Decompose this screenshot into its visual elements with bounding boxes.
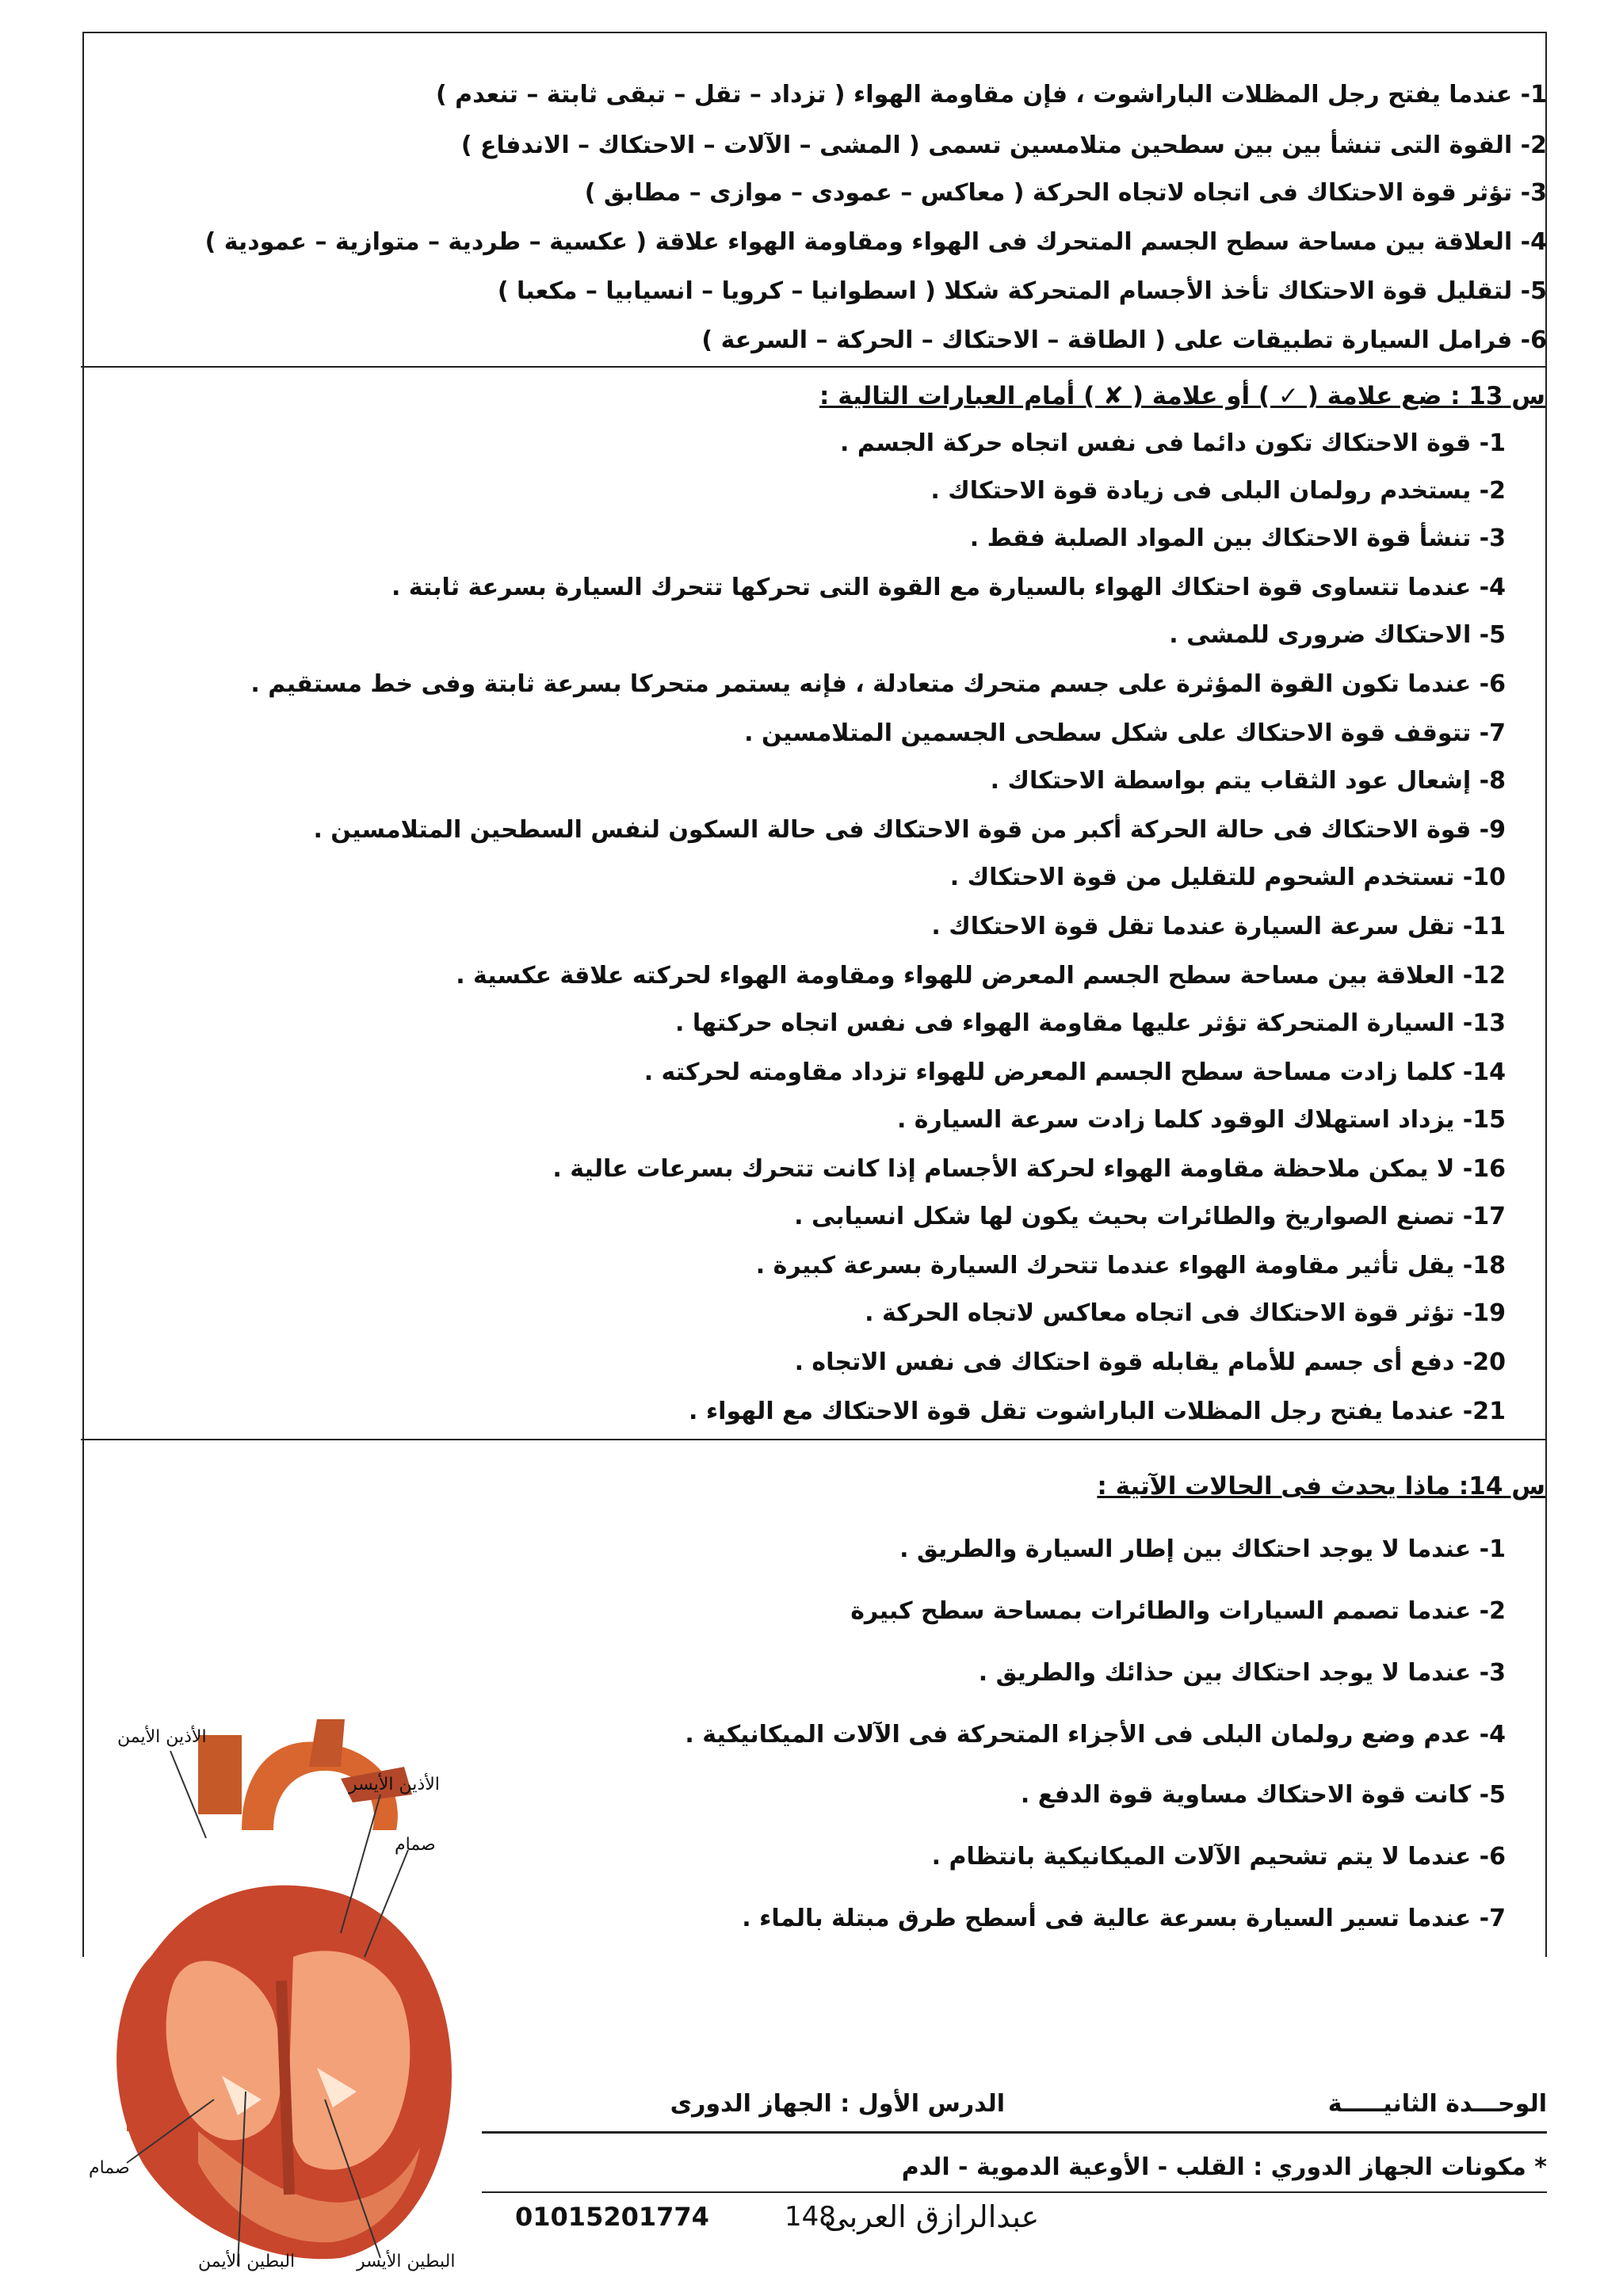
footer-divider [482,2131,1547,2134]
label-valve-left: صمام [89,2158,130,2178]
label-right-atrium: الأذين الأيمن [117,1727,207,1747]
q13-title: س 13 : ضع علامة ( ✓ ) أو علامة ( ✘ ) أمام العبارات التالية : [819,382,1545,410]
q13-item-2: 2- يستخدم رولمان البلى فى زيادة قوة الاحتكاك . [930,477,1506,505]
q13-item-18: 18- يقل تأثير مقاومة الهواء عندما تتحرك السيارة بسرعة كبيرة . [755,1252,1506,1280]
footer-divider [482,2191,1547,2193]
q13-item-9: 9- قوة الاحتكاك فى حالة الحركة أكبر من قوة الاحتكاك فى حالة السكون لنفس السطحين المتلامسين . [313,816,1506,844]
page-number: 148 [785,2201,836,2233]
section-divider [81,366,1547,368]
label-left-ventricle: البطين الأيسر [357,2252,456,2271]
q13-item-21: 21- عندما يفتح رجل المظلات الباراشوت تقل قوة الاحتكاك مع الهواء . [688,1398,1506,1425]
q14-item-3: 3- عندما لا يوجد احتكاك بين حذائك والطريق . [978,1659,1506,1687]
mcq-item-3: 3- تؤثر قوة الاحتكاك فى اتجاه لاتجاه الحركة ( معاكس – عمودى – موازى – مطابق ) [584,179,1547,207]
author-name: عبدالرازق العربى [824,2199,1040,2234]
q14-item-6: 6- عندما لا يتم تشحيم الآلات الميكانيكية بانتظام . [931,1843,1506,1871]
lesson-label: الدرس الأول : الجهاز الدورى [670,2090,1005,2118]
q13-item-4: 4- عندما تتساوى قوة احتكاك الهواء بالسيارة مع القوة التى تحركها تتحرك السيارة بسرعة ثابتة . [391,574,1506,601]
mcq-item-2: 2- القوة التى تنشأ بين بين سطحين متلامسين تسمى ( المشى – الآلات – الاحتكاك – الاندفاع ) [460,132,1547,159]
components-line: * مكونات الجهاز الدوري : القلب - الأوعية الدموية - الدم [901,2153,1547,2181]
q13-item-1: 1- قوة الاحتكاك تكون دائما فى نفس اتجاه حركة الجسم . [839,429,1506,457]
q13-item-14: 14- كلما زادت مساحة سطح الجسم المعرض للهواء تزداد مقاومته لحركته . [643,1058,1506,1086]
q13-item-13: 13- السيارة المتحركة تؤثر عليها مقاومة الهواء فى نفس اتجاه حركتها . [674,1009,1506,1037]
q13-item-7: 7- تتوقف قوة الاحتكاك على شكل سطحى الجسمين المتلامسين . [744,719,1506,747]
q14-item-1: 1- عندما لا يوجد احتكاك بين إطار السيارة والطريق . [899,1535,1506,1563]
mcq-item-1: 1- عندما يفتح رجل المظلات الباراشوت ، فإن مقاومة الهواء ( تزداد – تقل – تبقى ثابتة – تنعدم ) [436,81,1547,109]
q13-item-6: 6- عندما تكون القوة المؤثرة على جسم متحرك متعادلة ، فإنه يستمر متحركا بسرعة ثابتة وفى خط مستقيم . [250,670,1506,698]
section-divider [81,1439,1547,1440]
q13-item-8: 8- إشعال عود الثقاب يتم بواسطة الاحتكاك . [990,767,1506,795]
q13-item-11: 11- تقل سرعة السيارة عندما تقل قوة الاحتكاك . [931,913,1506,940]
q13-item-3: 3- تنشأ قوة الاحتكاك بين المواد الصلبة فقط . [969,524,1506,552]
q13-item-5: 5- الاحتكاك ضرورى للمشى . [1169,621,1506,649]
phone-number: 01015201774 [515,2202,709,2232]
q13-item-12: 12- العلاقة بين مساحة سطح الجسم المعرض للهواء ومقاومة الهواء لحركته علاقة عكسية . [456,962,1506,990]
q13-item-15: 15- يزداد استهلاك الوقود كلما زادت سرعة السيارة . [896,1106,1506,1134]
mcq-item-6: 6- فرامل السيارة تطبيقات على ( الطاقة – الاحتكاك – الحركة – السرعة ) [701,326,1547,354]
label-valve-top: صمام [395,1835,436,1855]
q14-item-5: 5- كانت قوة الاحتكاك مساوية قوة الدفع . [1020,1781,1506,1809]
mcq-item-5: 5- لتقليل قوة الاحتكاك تأخذ الأجسام المتحركة شكلا ( اسطوانيا – كرويا – انسيابيا – مكعبا ) [497,277,1547,305]
q13-item-16: 16- لا يمكن ملاحظة مقاومة الهواء لحركة الأجسام إذا كانت تتحرك بسرعات عالية . [552,1155,1506,1183]
q13-item-19: 19- تؤثر قوة الاحتكاك فى اتجاه معاكس لاتجاه الحركة . [865,1299,1506,1327]
q14-item-4: 4- عدم وضع رولمان البلى فى الأجزاء المتحركة فى الآلات الميكانيكية . [685,1721,1506,1749]
heart-illustration [79,1719,507,2274]
heart-diagram [79,1719,507,2274]
unit-label: الوحـــدة الثانيـــــة [1327,2090,1547,2118]
q13-item-20: 20- دفع أى جسم للأمام يقابله قوة احتكاك فى نفس الاتجاه . [794,1348,1506,1376]
q13-item-17: 17- تصنع الصواريخ والطائرات بحيث يكون لها شكل انسيابى . [794,1203,1506,1230]
q14-title: س 14: ماذا يحدث فى الحالات الآتية : [1097,1472,1545,1501]
mcq-item-4: 4- العلاقة بين مساحة سطح الجسم المتحرك فى الهواء ومقاومة الهواء علاقة ( عكسية – طردية – متوازية – عمودية ) [204,228,1547,256]
label-left-atrium: الأذين الأيسر [349,1775,440,1794]
label-right-ventricle: البطين الأيمن [198,2252,296,2271]
q13-item-10: 10- تستخدم الشحوم للتقليل من قوة الاحتكاك . [949,864,1506,891]
q14-item-2: 2- عندما تصمم السيارات والطائرات بمساحة سطح كبيرة [850,1597,1506,1625]
q14-item-7: 7- عندما تسير السيارة بسرعة عالية فى أسطح طرق مبتلة بالماء . [742,1905,1506,1932]
